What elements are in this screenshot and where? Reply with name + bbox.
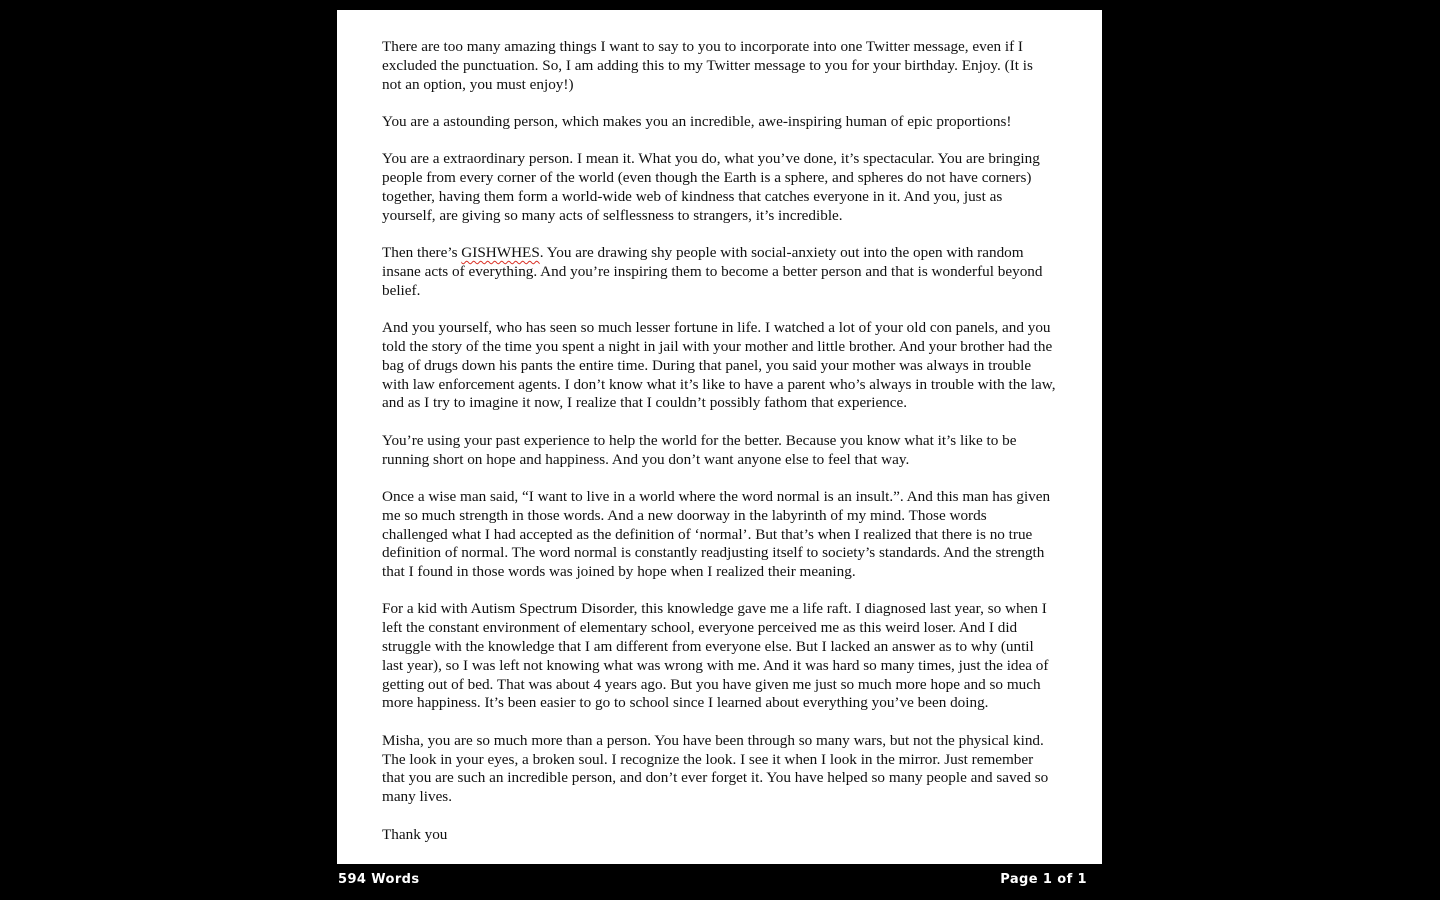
paragraph-4-lead: Then there’s: [382, 244, 462, 262]
status-bar: [337, 864, 1087, 894]
paragraph-7[interactable]: Once a wise man said, “I want to live in a world where the word normal is an insult.”. And this man has given me so much strength in those words. And a new doorway in the labyrinth of my mind. Those words challenged what I had accepted as the definition of ‘normal’. But that’s when I realized that there is no true definition of normal. The word normal is constantly readjusting itself to society’s standards. And the strength that I found in those words was joined by hope when I realized their meaning.: [382, 487, 1054, 581]
paragraph-8[interactable]: For a kid with Autism Spectrum Disorder, this knowledge gave me a life raft. I diagnosed last year, so when I left the constant environment of elementary school, everyone perceived me as this weird loser. And I did struggle with the knowledge that I am different from everyone else. But I lacked an answer as to why (until last year), so I was left not knowing what was wrong with me. And it was hard so many times, just the idea of getting out of bed. That was about 4 years ago. But you have given me just so much more hope and so much more happiness. It’s been easier to go to school since I learned about everything you’ve been doing.: [382, 600, 1053, 712]
paragraph-9[interactable]: Misha, you are so much more than a person. You have been through so many wars, but not the physical kind. The look in your eyes, a broken soul. I recognize the look. I see it when I look in the mirror. Just remember that you are such an incredible person, and don’t ever forget it. You have helped so many people and saved so many lives.: [382, 731, 1053, 806]
paragraph-2[interactable]: You are a astounding person, which makes you an incredible, awe-inspiring human of epic proportions!: [382, 112, 1012, 130]
document-body[interactable]: [382, 38, 1060, 844]
document-page[interactable]: [337, 10, 1102, 864]
paragraph-1[interactable]: There are too many amazing things I want to say to you to incorporate into one Twitter message, even if I excluded the punctuation. So, I am adding this to my Twitter message to you for your birthday. Enjoy. (It is not an option, you must enjoy!): [382, 38, 1037, 93]
word-count-label: 594 Words: [338, 872, 420, 887]
spellcheck-flagged-word[interactable]: GISHWHES: [461, 244, 540, 262]
paragraph-5[interactable]: And you yourself, who has seen so much lesser fortune in life. I watched a lot of your old con panels, and you told the story of the time you spent a night in jail with your mother and little brother. And your brother had the bag of drugs down his pants the entire time. During that panel, you said your mother was always in trouble with law enforcement agents. I don’t know what it’s like to have a parent who’s always in trouble with the law, and as I try to imagine it now, I realize that I couldn’t possibly fathom that experience.: [382, 319, 1060, 412]
paragraph-3[interactable]: You are a extraordinary person. I mean it. What you do, what you’ve done, it’s spectacular. You are bringing people from every corner of the world (even though the Earth is a sphere, and spheres do not have corners) together, having them form a world-wide web of kindness that catches everyone in it. And you, just as yourself, are giving so many acts of selflessness to strangers, it’s incredible.: [382, 150, 1044, 224]
paragraph-6[interactable]: You’re using your past experience to help the world for the better. Because you know what it’s like to be running short on hope and happiness. And you don’t want anyone else to feel that way.: [382, 431, 1021, 468]
page-indicator-label: Page 1 of 1: [1000, 872, 1087, 887]
paragraph-4[interactable]: [382, 244, 1056, 300]
paragraph-10[interactable]: Thank you: [382, 825, 448, 843]
paragraph-4-rest: . You are drawing shy people with social-anxiety out into the open with random insane acts of everything. And you’re inspiring them to become a better person and that is wonderful beyond belief.: [382, 244, 1047, 299]
